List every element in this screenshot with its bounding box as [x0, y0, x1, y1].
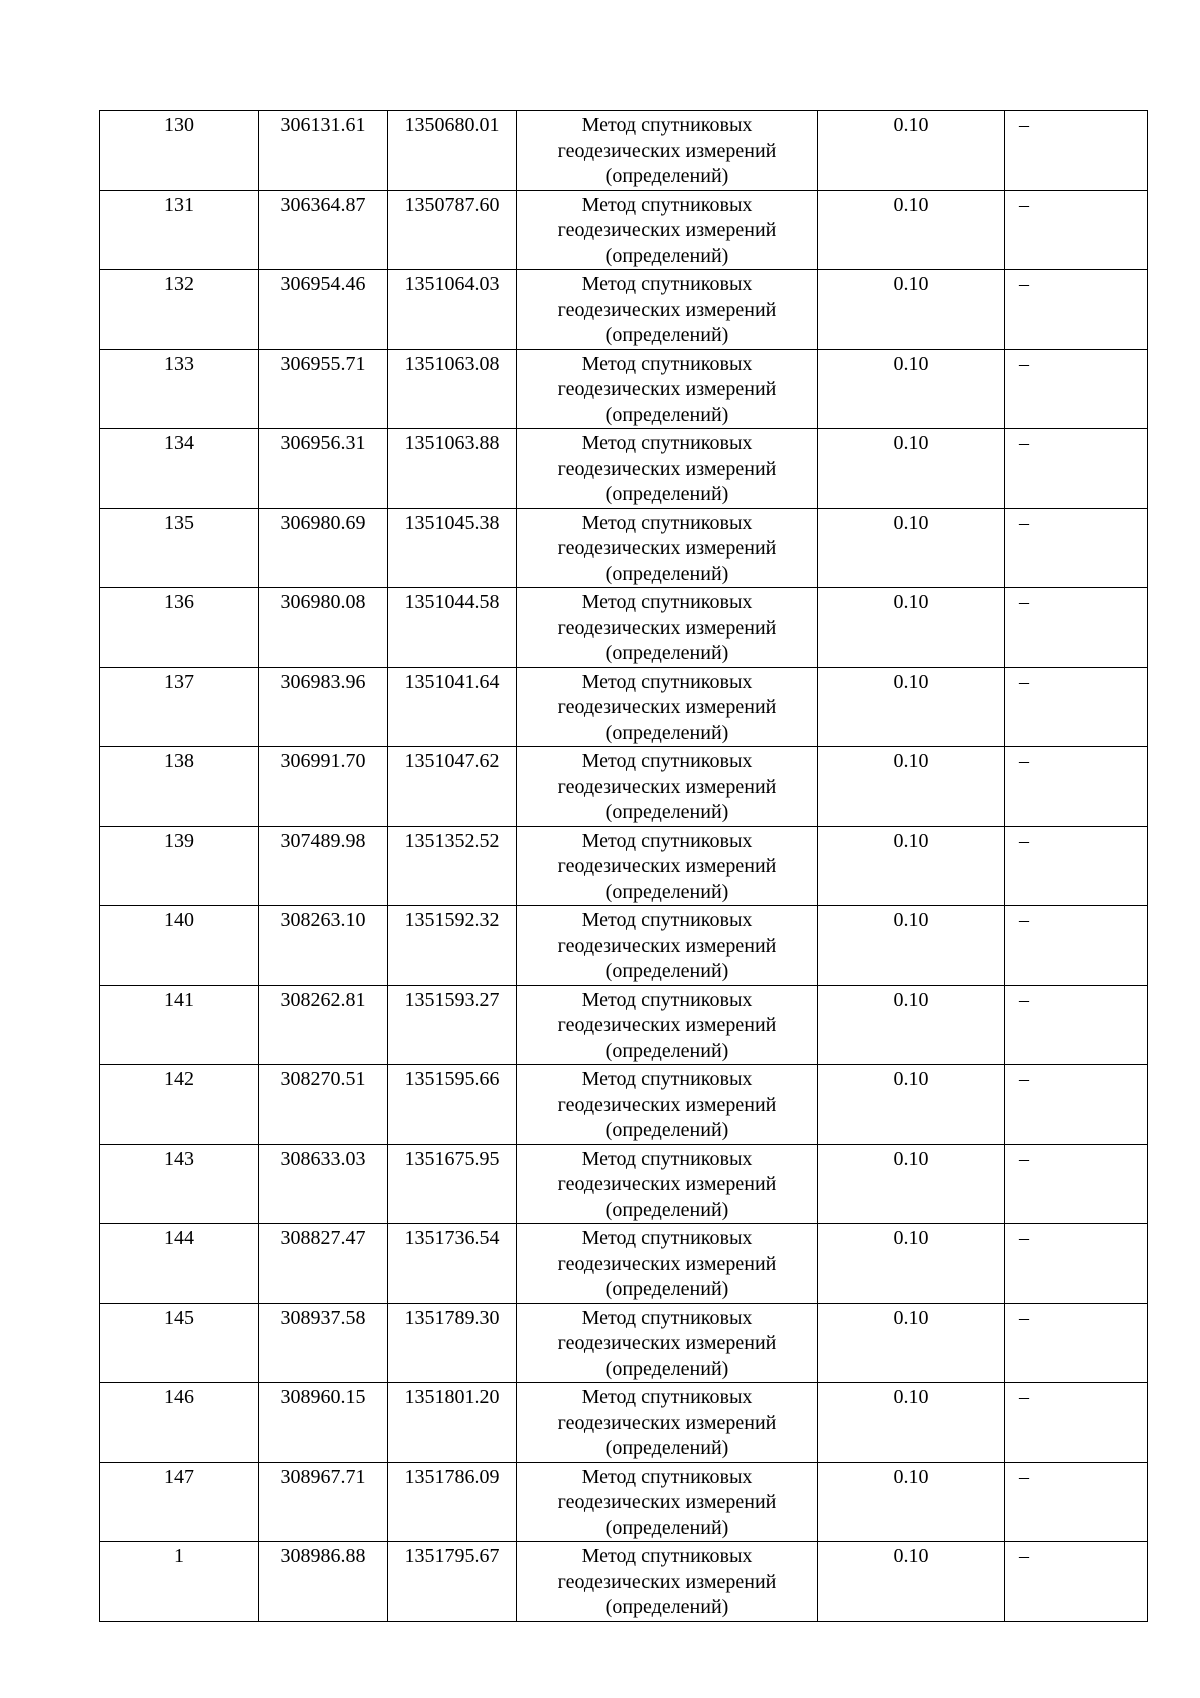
- x-coordinate-cell: [259, 508, 388, 588]
- cell-x-text: 308960.15: [280, 1386, 366, 1408]
- y-coordinate-cell: [388, 1224, 517, 1304]
- cell-note-text: –: [1019, 273, 1029, 295]
- cell-x-text: 307489.98: [280, 829, 366, 852]
- cell-y-text: 1351045.38: [404, 511, 500, 534]
- method-cell: [517, 1542, 818, 1622]
- method-cell: [517, 190, 818, 270]
- cell-num-text: 141: [164, 988, 194, 1011]
- table-row: [100, 1383, 1148, 1463]
- cell-note-text: –: [1019, 1386, 1029, 1408]
- x-coordinate-cell: [259, 1224, 388, 1304]
- table-row: [100, 906, 1148, 986]
- cell-note-text: –: [1019, 1227, 1029, 1249]
- method-cell: [517, 1144, 818, 1224]
- note-cell: [1005, 1065, 1148, 1145]
- method-cell: [517, 588, 818, 668]
- point-number-cell: [100, 667, 259, 747]
- x-coordinate-cell: [259, 1542, 388, 1622]
- cell-accuracy-text: 0.10: [893, 909, 929, 931]
- note-cell: [1005, 270, 1148, 350]
- table-row: [100, 1303, 1148, 1383]
- note-cell: [1005, 190, 1148, 270]
- y-coordinate-cell: [388, 1542, 517, 1622]
- cell-accuracy-text: 0.10: [893, 750, 929, 772]
- cell-method-text: Метод спутниковых геодезических измерений (определений): [557, 829, 777, 903]
- method-cell: [517, 1303, 818, 1383]
- y-coordinate-cell: [388, 1144, 517, 1224]
- note-cell: [1005, 826, 1148, 906]
- cell-y-text: 1351064.03: [404, 273, 500, 295]
- point-number-cell: [100, 1144, 259, 1224]
- method-cell: [517, 1462, 818, 1542]
- cell-x-text: 306991.70: [280, 750, 366, 772]
- cell-note-text: –: [1019, 511, 1029, 534]
- accuracy-cell: [818, 588, 1005, 668]
- method-cell: [517, 1224, 818, 1304]
- x-coordinate-cell: [259, 1462, 388, 1542]
- table-row: [100, 1462, 1148, 1542]
- note-cell: [1005, 1224, 1148, 1304]
- accuracy-cell: [818, 985, 1005, 1065]
- point-number-cell: [100, 111, 259, 191]
- cell-method-text: Метод спутниковых геодезических измерений (определений): [557, 1068, 777, 1141]
- x-coordinate-cell: [259, 747, 388, 827]
- method-cell: [517, 906, 818, 986]
- cell-accuracy-text: 0.10: [893, 114, 929, 136]
- cell-note-text: –: [1019, 1465, 1029, 1488]
- cell-note-text: –: [1019, 829, 1029, 852]
- cell-note-text: –: [1019, 670, 1029, 693]
- point-number-cell: [100, 1303, 259, 1383]
- cell-num-text: 133: [164, 352, 194, 375]
- method-cell: [517, 349, 818, 429]
- cell-num-text: 140: [164, 909, 194, 931]
- x-coordinate-cell: [259, 1383, 388, 1463]
- y-coordinate-cell: [388, 667, 517, 747]
- y-coordinate-cell: [388, 190, 517, 270]
- x-coordinate-cell: [259, 190, 388, 270]
- cell-method-text: Метод спутниковых геодезических измерений (определений): [557, 511, 777, 585]
- x-coordinate-cell: [259, 588, 388, 668]
- note-cell: [1005, 508, 1148, 588]
- point-number-cell: [100, 1542, 259, 1622]
- cell-num-text: 130: [164, 114, 194, 136]
- accuracy-cell: [818, 747, 1005, 827]
- cell-accuracy-text: 0.10: [893, 1068, 929, 1090]
- cell-num-text: 134: [164, 432, 194, 454]
- cell-y-text: 1351593.27: [404, 988, 500, 1011]
- point-number-cell: [100, 906, 259, 986]
- cell-method-text: Метод спутниковых геодезических измерений (определений): [557, 591, 777, 664]
- cell-note-text: –: [1019, 591, 1029, 613]
- cell-x-text: 308937.58: [280, 1306, 366, 1329]
- x-coordinate-cell: [259, 349, 388, 429]
- accuracy-cell: [818, 667, 1005, 747]
- cell-y-text: 1351047.62: [404, 750, 500, 772]
- accuracy-cell: [818, 190, 1005, 270]
- cell-note-text: –: [1019, 1306, 1029, 1329]
- table-row: [100, 111, 1148, 191]
- cell-accuracy-text: 0.10: [893, 1545, 929, 1567]
- table-row: [100, 1542, 1148, 1622]
- cell-x-text: 306980.69: [280, 511, 366, 534]
- note-cell: [1005, 111, 1148, 191]
- method-cell: [517, 667, 818, 747]
- cell-accuracy-text: 0.10: [893, 1227, 929, 1249]
- cell-note-text: –: [1019, 909, 1029, 931]
- table-row: [100, 190, 1148, 270]
- y-coordinate-cell: [388, 1462, 517, 1542]
- cell-note-text: –: [1019, 1545, 1029, 1567]
- table-row: [100, 985, 1148, 1065]
- cell-y-text: 1351044.58: [404, 591, 500, 613]
- cell-accuracy-text: 0.10: [893, 193, 929, 216]
- note-cell: [1005, 667, 1148, 747]
- cell-x-text: 308967.71: [280, 1465, 366, 1488]
- cell-y-text: 1350787.60: [404, 193, 500, 216]
- cell-accuracy-text: 0.10: [893, 511, 929, 534]
- y-coordinate-cell: [388, 349, 517, 429]
- cell-x-text: 308633.03: [280, 1147, 366, 1170]
- y-coordinate-cell: [388, 508, 517, 588]
- cell-method-text: Метод спутниковых геодезических измерений (определений): [557, 432, 777, 505]
- y-coordinate-cell: [388, 111, 517, 191]
- cell-x-text: 306980.08: [280, 591, 366, 613]
- point-number-cell: [100, 985, 259, 1065]
- x-coordinate-cell: [259, 985, 388, 1065]
- method-cell: [517, 508, 818, 588]
- cell-accuracy-text: 0.10: [893, 1306, 929, 1329]
- table-row: [100, 588, 1148, 668]
- note-cell: [1005, 985, 1148, 1065]
- cell-method-text: Метод спутниковых геодезических измерений (определений): [557, 1465, 777, 1539]
- cell-method-text: Метод спутниковых геодезических измерений (определений): [557, 909, 777, 982]
- cell-num-text: 145: [164, 1306, 194, 1329]
- accuracy-cell: [818, 1383, 1005, 1463]
- point-number-cell: [100, 349, 259, 429]
- accuracy-cell: [818, 1224, 1005, 1304]
- point-number-cell: [100, 429, 259, 509]
- cell-accuracy-text: 0.10: [893, 1147, 929, 1170]
- cell-note-text: –: [1019, 750, 1029, 772]
- table-row: [100, 747, 1148, 827]
- cell-num-text: 132: [164, 273, 194, 295]
- table-row: [100, 1065, 1148, 1145]
- x-coordinate-cell: [259, 270, 388, 350]
- accuracy-cell: [818, 1065, 1005, 1145]
- table-row: [100, 349, 1148, 429]
- accuracy-cell: [818, 1144, 1005, 1224]
- point-number-cell: [100, 1065, 259, 1145]
- accuracy-cell: [818, 111, 1005, 191]
- cell-accuracy-text: 0.10: [893, 829, 929, 852]
- table-row: [100, 1224, 1148, 1304]
- cell-method-text: Метод спутниковых геодезических измерений (определений): [557, 988, 777, 1062]
- cell-note-text: –: [1019, 1147, 1029, 1170]
- cell-y-text: 1351801.20: [404, 1386, 500, 1408]
- table-row: [100, 1144, 1148, 1224]
- accuracy-cell: [818, 1462, 1005, 1542]
- cell-num-text: 139: [164, 829, 194, 852]
- cell-x-text: 308986.88: [280, 1545, 366, 1567]
- cell-y-text: 1351675.95: [404, 1147, 500, 1170]
- point-number-cell: [100, 747, 259, 827]
- cell-num-text: 1: [174, 1545, 184, 1567]
- table-row: [100, 508, 1148, 588]
- cell-y-text: 1351041.64: [404, 670, 500, 693]
- table-body: [100, 111, 1148, 1622]
- point-number-cell: [100, 588, 259, 668]
- cell-num-text: 142: [164, 1068, 194, 1090]
- point-number-cell: [100, 1224, 259, 1304]
- method-cell: [517, 1383, 818, 1463]
- cell-y-text: 1351592.32: [404, 909, 500, 931]
- method-cell: [517, 985, 818, 1065]
- point-number-cell: [100, 190, 259, 270]
- cell-y-text: 1350680.01: [404, 114, 500, 136]
- cell-y-text: 1351063.08: [404, 352, 500, 375]
- cell-accuracy-text: 0.10: [893, 1465, 929, 1488]
- cell-x-text: 306956.31: [280, 432, 366, 454]
- table-row: [100, 826, 1148, 906]
- cell-method-text: Метод спутниковых геодезических измерений (определений): [557, 273, 777, 346]
- cell-y-text: 1351063.88: [404, 432, 500, 454]
- cell-y-text: 1351736.54: [404, 1227, 500, 1249]
- note-cell: [1005, 588, 1148, 668]
- cell-x-text: 306954.46: [280, 273, 366, 295]
- x-coordinate-cell: [259, 1303, 388, 1383]
- method-cell: [517, 1065, 818, 1145]
- point-number-cell: [100, 270, 259, 350]
- cell-num-text: 131: [164, 193, 194, 216]
- cell-x-text: 308263.10: [280, 909, 366, 931]
- cell-method-text: Метод спутниковых геодезических измерений (определений): [557, 1545, 777, 1618]
- note-cell: [1005, 349, 1148, 429]
- cell-method-text: Метод спутниковых геодезических измерений (определений): [557, 670, 777, 744]
- cell-accuracy-text: 0.10: [893, 273, 929, 295]
- accuracy-cell: [818, 349, 1005, 429]
- cell-num-text: 136: [164, 591, 194, 613]
- cell-x-text: 308270.51: [280, 1068, 366, 1090]
- y-coordinate-cell: [388, 1065, 517, 1145]
- point-number-cell: [100, 1383, 259, 1463]
- method-cell: [517, 826, 818, 906]
- cell-num-text: 137: [164, 670, 194, 693]
- x-coordinate-cell: [259, 667, 388, 747]
- cell-method-text: Метод спутниковых геодезических измерений (определений): [557, 1306, 777, 1380]
- note-cell: [1005, 1462, 1148, 1542]
- cell-note-text: –: [1019, 1068, 1029, 1090]
- accuracy-cell: [818, 1303, 1005, 1383]
- cell-num-text: 143: [164, 1147, 194, 1170]
- accuracy-cell: [818, 270, 1005, 350]
- cell-y-text: 1351595.66: [404, 1068, 500, 1090]
- x-coordinate-cell: [259, 429, 388, 509]
- cell-note-text: –: [1019, 114, 1029, 136]
- cell-method-text: Метод спутниковых геодезических измерений (определений): [557, 114, 777, 187]
- y-coordinate-cell: [388, 429, 517, 509]
- accuracy-cell: [818, 826, 1005, 906]
- x-coordinate-cell: [259, 826, 388, 906]
- cell-accuracy-text: 0.10: [893, 352, 929, 375]
- note-cell: [1005, 906, 1148, 986]
- accuracy-cell: [818, 906, 1005, 986]
- cell-method-text: Метод спутниковых геодезических измерений (определений): [557, 1147, 777, 1221]
- accuracy-cell: [818, 508, 1005, 588]
- cell-method-text: Метод спутниковых геодезических измерений (определений): [557, 1227, 777, 1300]
- note-cell: [1005, 1303, 1148, 1383]
- y-coordinate-cell: [388, 985, 517, 1065]
- point-number-cell: [100, 826, 259, 906]
- cell-note-text: –: [1019, 352, 1029, 375]
- method-cell: [517, 747, 818, 827]
- method-cell: [517, 270, 818, 350]
- y-coordinate-cell: [388, 1383, 517, 1463]
- x-coordinate-cell: [259, 1144, 388, 1224]
- cell-num-text: 135: [164, 511, 194, 534]
- cell-num-text: 144: [164, 1227, 194, 1249]
- note-cell: [1005, 1383, 1148, 1463]
- point-number-cell: [100, 508, 259, 588]
- note-cell: [1005, 429, 1148, 509]
- cell-x-text: 306983.96: [280, 670, 366, 693]
- x-coordinate-cell: [259, 1065, 388, 1145]
- x-coordinate-cell: [259, 906, 388, 986]
- method-cell: [517, 111, 818, 191]
- cell-y-text: 1351786.09: [404, 1465, 500, 1488]
- accuracy-cell: [818, 429, 1005, 509]
- point-number-cell: [100, 1462, 259, 1542]
- method-cell: [517, 429, 818, 509]
- table-row: [100, 270, 1148, 350]
- note-cell: [1005, 1542, 1148, 1622]
- table-row: [100, 429, 1148, 509]
- y-coordinate-cell: [388, 270, 517, 350]
- cell-num-text: 138: [164, 750, 194, 772]
- cell-y-text: 1351795.67: [404, 1545, 500, 1567]
- x-coordinate-cell: [259, 111, 388, 191]
- cell-accuracy-text: 0.10: [893, 670, 929, 693]
- y-coordinate-cell: [388, 1303, 517, 1383]
- cell-method-text: Метод спутниковых геодезических измерений (определений): [557, 352, 777, 426]
- cell-x-text: 306955.71: [280, 352, 366, 375]
- cell-x-text: 308827.47: [280, 1227, 366, 1249]
- note-cell: [1005, 747, 1148, 827]
- cell-y-text: 1351789.30: [404, 1306, 500, 1329]
- cell-x-text: 306364.87: [280, 193, 366, 216]
- accuracy-cell: [818, 1542, 1005, 1622]
- cell-num-text: 146: [164, 1386, 194, 1408]
- cell-method-text: Метод спутниковых геодезических измерений (определений): [557, 193, 777, 267]
- cell-y-text: 1351352.52: [404, 829, 500, 852]
- cell-method-text: Метод спутниковых геодезических измерений (определений): [557, 750, 777, 823]
- cell-method-text: Метод спутниковых геодезических измерений (определений): [557, 1386, 777, 1459]
- cell-note-text: –: [1019, 988, 1029, 1011]
- y-coordinate-cell: [388, 747, 517, 827]
- table-row: [100, 667, 1148, 747]
- cell-accuracy-text: 0.10: [893, 988, 929, 1011]
- cell-x-text: 306131.61: [280, 114, 366, 136]
- y-coordinate-cell: [388, 588, 517, 668]
- cell-accuracy-text: 0.10: [893, 591, 929, 613]
- cell-note-text: –: [1019, 432, 1029, 454]
- note-cell: [1005, 1144, 1148, 1224]
- coordinates-table: [99, 110, 1148, 1622]
- cell-accuracy-text: 0.10: [893, 1386, 929, 1408]
- y-coordinate-cell: [388, 826, 517, 906]
- cell-x-text: 308262.81: [280, 988, 366, 1011]
- y-coordinate-cell: [388, 906, 517, 986]
- cell-note-text: –: [1019, 193, 1029, 216]
- cell-num-text: 147: [164, 1465, 194, 1488]
- cell-accuracy-text: 0.10: [893, 432, 929, 454]
